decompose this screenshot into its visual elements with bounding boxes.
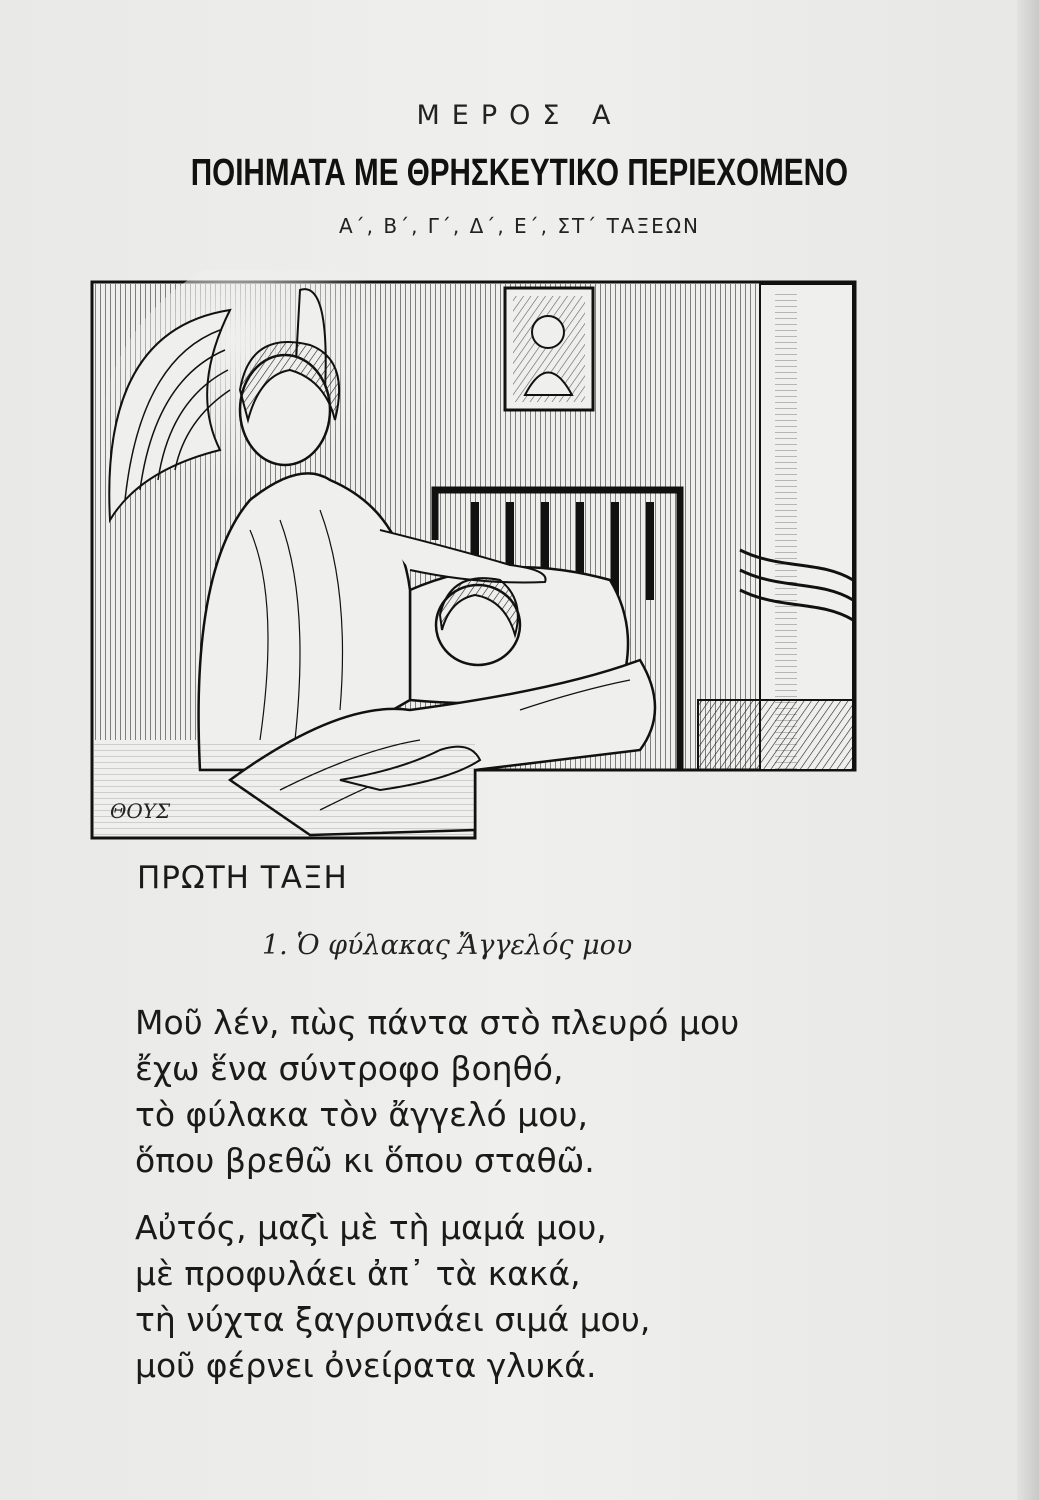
poem-line: Αὐτός, μαζὶ μὲ τὴ μαμά μου, [135,1208,607,1247]
stanza-2 [135,1205,650,1389]
angel-illustration [80,270,860,845]
poem-line: μοῦ φέρνει ὀνείρατα γλυκά. [135,1346,597,1385]
poem-line: μὲ προφυλάει ἀπ᾿ τὰ κακά, [135,1254,581,1293]
poem-title: 1. Ὁ φύλακας Ἄγγελός μου [262,930,633,961]
poem-line: ἔχω ἕνα σύντροφο βοηθό, [135,1049,564,1088]
section-heading: ΠΡΩΤΗ ΤΑΞΗ [137,860,348,896]
poem-line: τὸ φύλακα τὸν ἄγγελό μου, [135,1095,588,1134]
illustrator-signature: ΘΟΥΣ [110,799,171,823]
part-heading: ΜΕΡΟΣ Α [416,100,623,131]
poem-line: Μοῦ λέν, πὼς πάντα στὸ πλευρό μου [135,1003,740,1042]
class-range: Α΄, Β΄, Γ΄, Δ΄, Ε΄, ΣΤ΄ ΤΑΞΕΩΝ [338,214,701,238]
poem-line: ὅπου βρεθῶ κι ὅπου σταθῶ. [135,1141,595,1180]
poem-line: τὴ νύχτα ξαγρυπνάει σιμά μου, [135,1300,651,1339]
main-title: ΠΟΙΗΜΑΤΑ ΜΕ ΘΡΗΣΚΕΥΤΙΚΟ ΠΕΡΙΕΧΟΜΕΝΟ [190,152,849,194]
stanza-1 [135,1000,739,1184]
